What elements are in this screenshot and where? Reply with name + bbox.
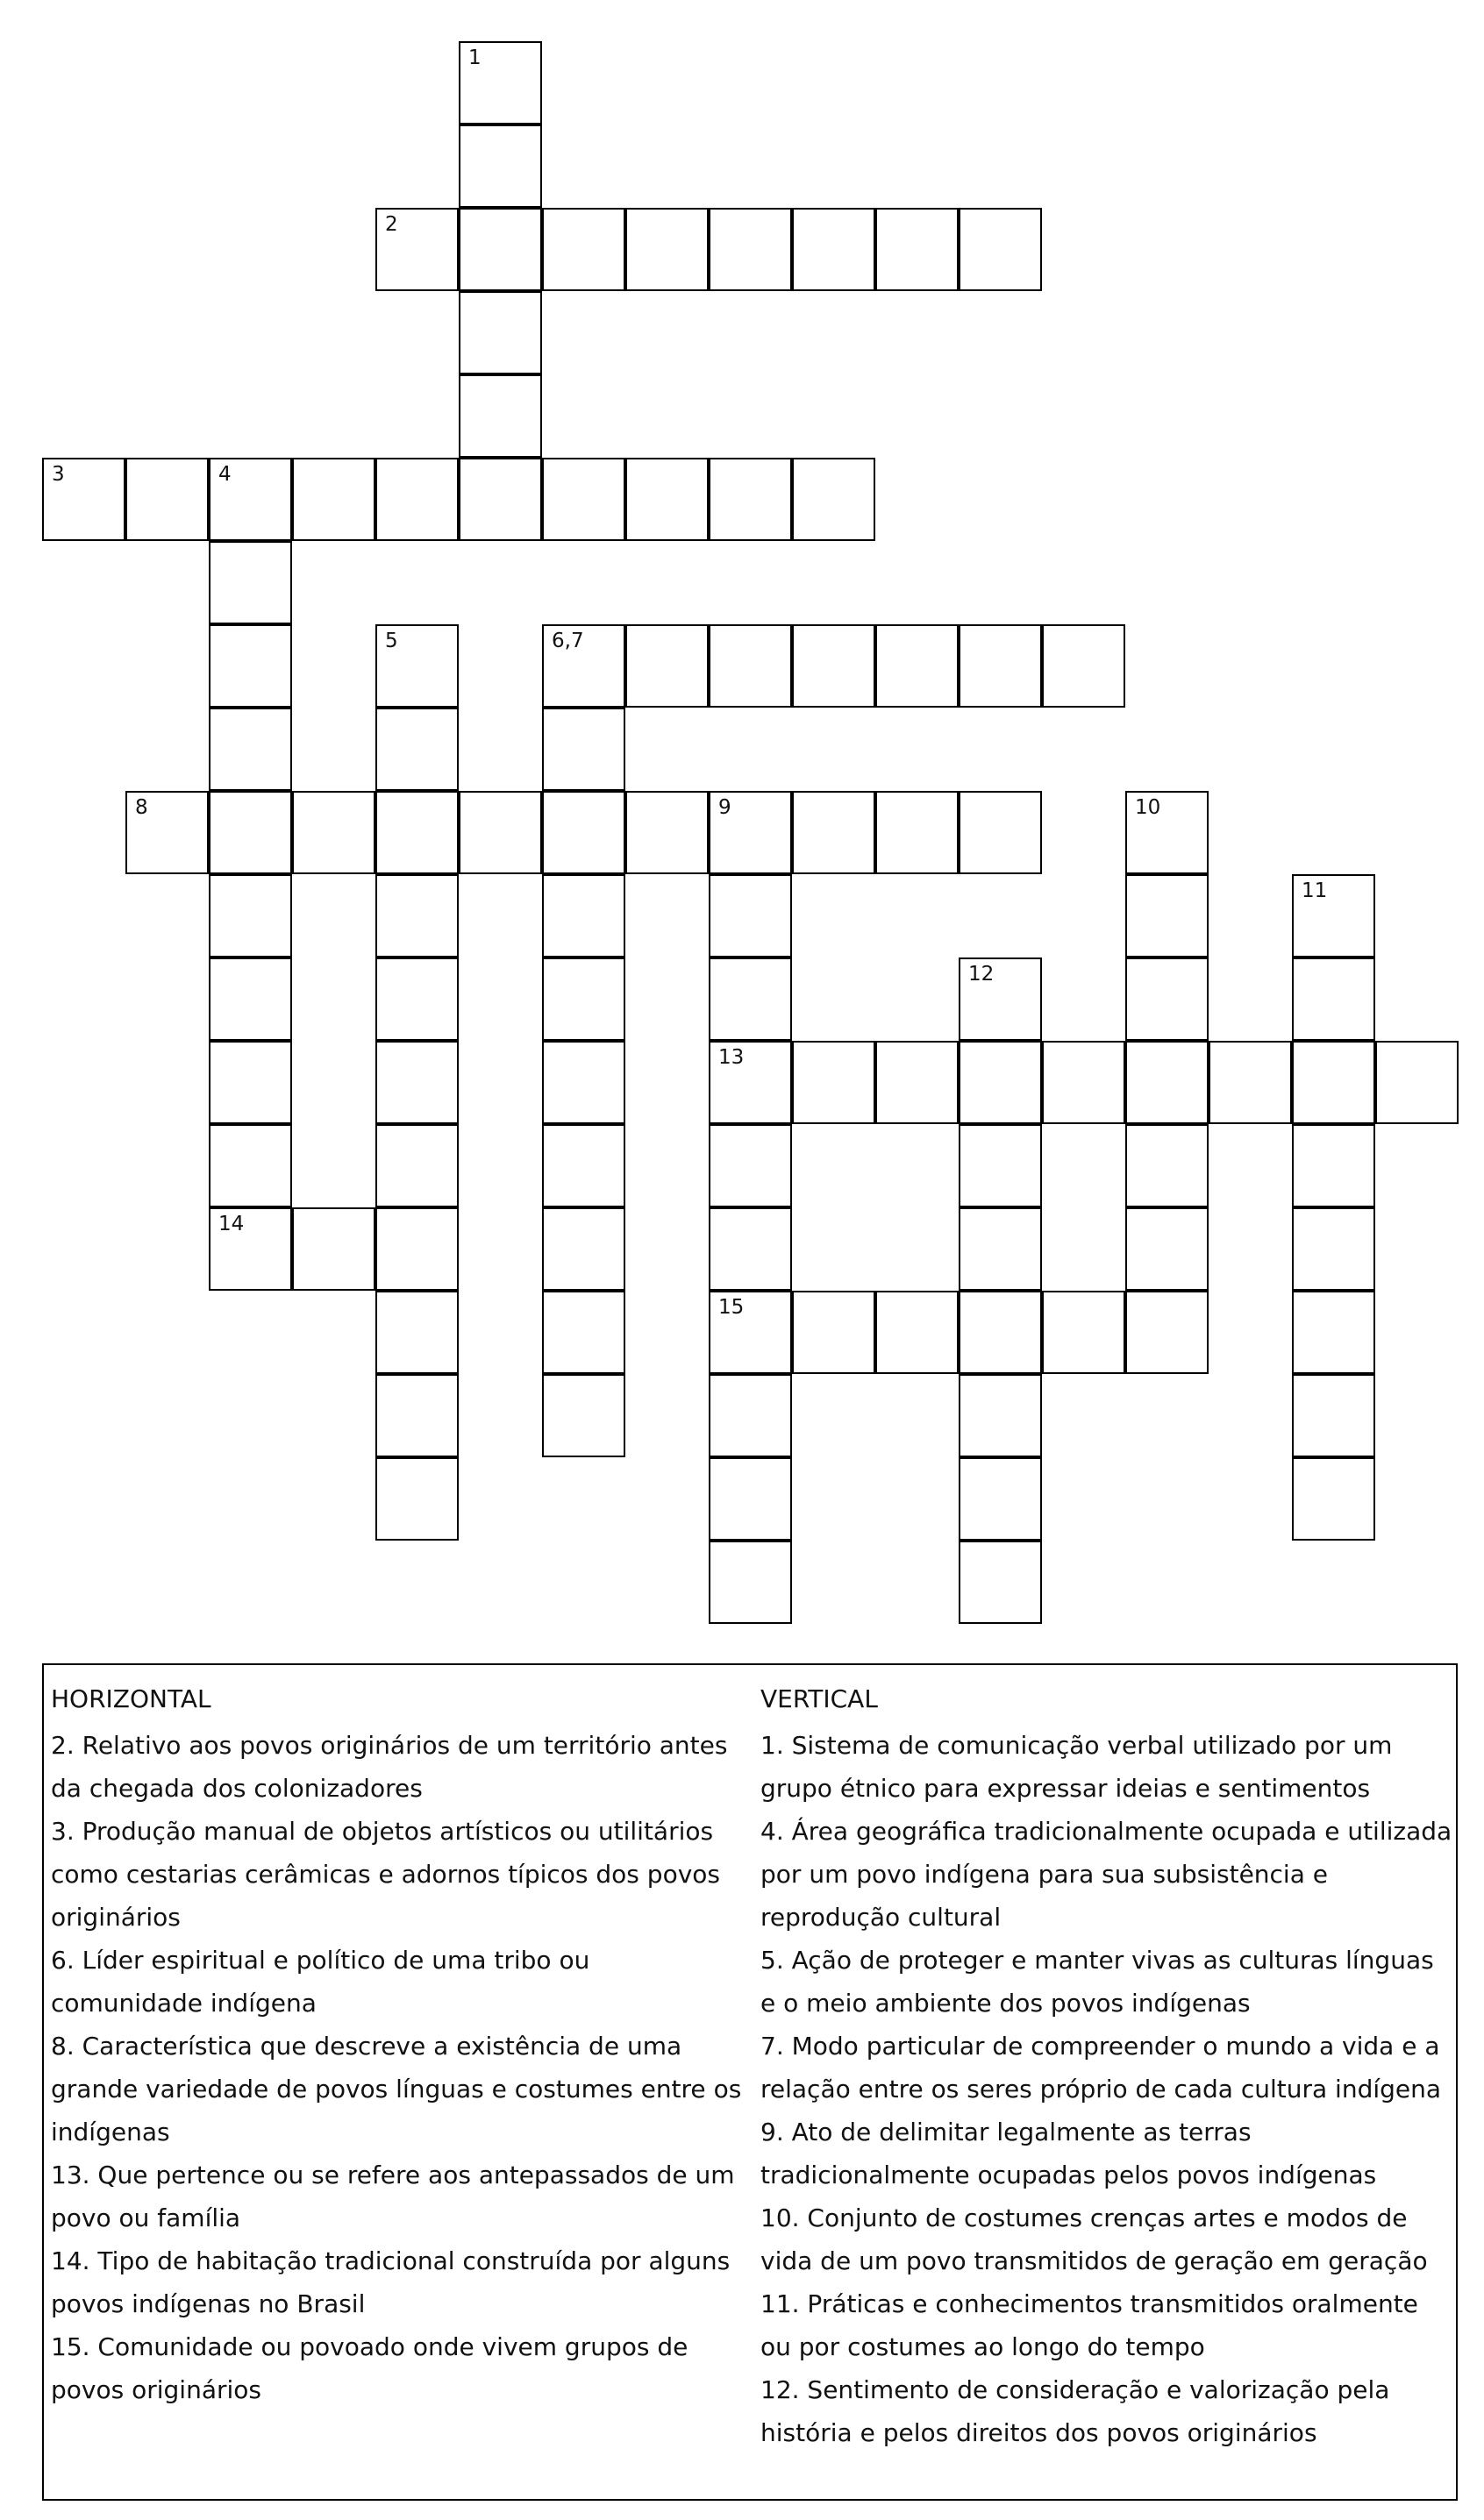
clue-vertical-5: 5. Ação de proteger e manter vivas as culturas línguas e o meio ambiente dos povos indígenas bbox=[760, 1946, 1434, 2018]
grid-cell[interactable] bbox=[459, 791, 542, 874]
grid-cell[interactable] bbox=[542, 957, 625, 1041]
grid-cell[interactable] bbox=[459, 41, 542, 125]
clue-number: 12 bbox=[968, 963, 995, 986]
grid-cell[interactable] bbox=[709, 458, 792, 541]
grid-cell[interactable] bbox=[959, 957, 1042, 1041]
grid-cell[interactable] bbox=[875, 624, 959, 708]
clue-number: 10 bbox=[1135, 796, 1161, 819]
grid-cell[interactable] bbox=[209, 1124, 292, 1207]
clue-horizontal-3: 3. Produção manual de objetos artísticos ou utilitários como cestarias cerâmicas e adornos típicos dos povos originários bbox=[51, 1817, 720, 1932]
grid-cell[interactable] bbox=[542, 458, 625, 541]
grid-cell[interactable] bbox=[459, 208, 542, 291]
grid-cell[interactable] bbox=[1042, 1291, 1125, 1374]
grid-cell[interactable] bbox=[709, 1541, 792, 1624]
clue-vertical-4: 4. Área geográfica tradicionalmente ocupada e utilizada por um povo indígena para sua subsistência e reprodução cultural bbox=[760, 1817, 1452, 1932]
grid-cell[interactable] bbox=[1125, 1291, 1209, 1374]
grid-cell[interactable] bbox=[459, 458, 542, 541]
grid-cell[interactable] bbox=[625, 208, 709, 291]
grid-cell[interactable] bbox=[709, 1374, 792, 1457]
grid-cell[interactable] bbox=[709, 208, 792, 291]
clue-number: 13 bbox=[718, 1046, 745, 1069]
grid-cell[interactable] bbox=[209, 791, 292, 874]
grid-cell[interactable] bbox=[292, 458, 375, 541]
grid-cell[interactable] bbox=[1125, 1207, 1209, 1291]
grid-cell[interactable] bbox=[959, 624, 1042, 708]
grid-cell[interactable] bbox=[209, 957, 292, 1041]
clue-vertical-12: 12. Sentimento de consideração e valorização pela história e pelos direitos dos povos originários bbox=[760, 2375, 1390, 2447]
grid-cell[interactable] bbox=[709, 957, 792, 1041]
grid-cell[interactable] bbox=[1292, 1291, 1375, 1374]
grid-cell[interactable] bbox=[459, 125, 542, 208]
grid-cell[interactable] bbox=[542, 208, 625, 291]
clue-horizontal-2: 2. Relativo aos povos originários de um território antes da chegada dos colonizadores bbox=[51, 1731, 728, 1803]
clue-horizontal-13: 13. Que pertence ou se refere aos antepassados de um povo ou família bbox=[51, 2161, 735, 2232]
grid-cell[interactable] bbox=[209, 874, 292, 957]
grid-cell[interactable] bbox=[209, 541, 292, 624]
grid-cell[interactable] bbox=[542, 1041, 625, 1124]
grid-cell[interactable] bbox=[709, 1207, 792, 1291]
grid-cell[interactable] bbox=[1292, 1457, 1375, 1541]
grid-cell[interactable] bbox=[292, 791, 375, 874]
grid-cell[interactable] bbox=[625, 791, 709, 874]
clue-horizontal-6: 6. Líder espiritual e político de uma tribo ou comunidade indígena bbox=[51, 1946, 590, 2018]
grid-cell[interactable] bbox=[292, 1207, 375, 1291]
grid-cell[interactable] bbox=[709, 1124, 792, 1207]
clue-vertical-1: 1. Sistema de comunicação verbal utilizado por um grupo étnico para expressar ideias e sentimentos bbox=[760, 1731, 1393, 1803]
clue-number: 1 bbox=[468, 46, 482, 69]
grid-cell[interactable] bbox=[709, 1457, 792, 1541]
grid-cell[interactable] bbox=[1292, 1041, 1375, 1124]
grid-cell[interactable] bbox=[1292, 1124, 1375, 1207]
grid-cell[interactable] bbox=[542, 1374, 625, 1457]
horizontal-title: HORIZONTAL bbox=[51, 1684, 211, 1713]
grid-cell[interactable] bbox=[542, 708, 625, 791]
grid-cell[interactable] bbox=[709, 874, 792, 957]
grid-cell[interactable] bbox=[959, 1291, 1042, 1374]
grid-cell[interactable] bbox=[209, 1041, 292, 1124]
grid-cell[interactable] bbox=[959, 208, 1042, 291]
grid-cell[interactable] bbox=[375, 1374, 459, 1457]
clue-vertical-7: 7. Modo particular de compreender o mundo a vida e a relação entre os seres próprio de cada cultura indígena bbox=[760, 2032, 1442, 2104]
grid-cell[interactable] bbox=[375, 1291, 459, 1374]
grid-cell[interactable] bbox=[625, 458, 709, 541]
grid-cell[interactable] bbox=[1292, 957, 1375, 1041]
grid-cell[interactable] bbox=[1125, 874, 1209, 957]
grid-cell[interactable] bbox=[375, 1207, 459, 1291]
grid-cell[interactable] bbox=[1375, 1041, 1459, 1124]
grid-cell[interactable] bbox=[42, 458, 125, 541]
grid-cell[interactable] bbox=[1042, 624, 1125, 708]
grid-cell[interactable] bbox=[542, 874, 625, 957]
clue-vertical-10: 10. Conjunto de costumes crenças artes e modos de vida de um povo transmitidos de geração em geração bbox=[760, 2203, 1428, 2275]
grid-cell[interactable] bbox=[542, 624, 625, 708]
grid-cell[interactable] bbox=[459, 374, 542, 458]
grid-cell[interactable] bbox=[709, 1041, 792, 1124]
grid-cell[interactable] bbox=[542, 1291, 625, 1374]
grid-cell[interactable] bbox=[375, 1124, 459, 1207]
clue-horizontal-15: 15. Comunidade ou povoado onde vivem grupos de povos originários bbox=[51, 2332, 688, 2404]
grid-cell[interactable] bbox=[1209, 1041, 1292, 1124]
grid-cell[interactable] bbox=[375, 874, 459, 957]
grid-cell[interactable] bbox=[959, 1541, 1042, 1624]
grid-cell[interactable] bbox=[1292, 1374, 1375, 1457]
clue-vertical-9: 9. Ato de delimitar legalmente as terras tradicionalmente ocupadas pelos povos indígenas bbox=[760, 2118, 1377, 2189]
clue-number: 6,7 bbox=[552, 630, 584, 652]
grid-cell[interactable] bbox=[792, 208, 875, 291]
clue-number: 14 bbox=[218, 1213, 245, 1235]
grid-cell[interactable] bbox=[542, 1207, 625, 1291]
grid-cell[interactable] bbox=[709, 1291, 792, 1374]
grid-cell[interactable] bbox=[792, 458, 875, 541]
grid-cell[interactable] bbox=[209, 708, 292, 791]
grid-cell[interactable] bbox=[125, 791, 209, 874]
grid-cell[interactable] bbox=[375, 1457, 459, 1541]
grid-cell[interactable] bbox=[709, 624, 792, 708]
grid-cell[interactable] bbox=[625, 624, 709, 708]
grid-cell[interactable] bbox=[375, 208, 459, 291]
vertical-clues bbox=[760, 1677, 1455, 2454]
grid-cell[interactable] bbox=[959, 791, 1042, 874]
grid-cell[interactable] bbox=[542, 791, 625, 874]
clue-number: 11 bbox=[1302, 879, 1328, 902]
grid-cell[interactable] bbox=[1125, 1124, 1209, 1207]
clues-box bbox=[42, 1663, 1458, 2501]
grid-cell[interactable] bbox=[875, 791, 959, 874]
grid-cell[interactable] bbox=[209, 624, 292, 708]
grid-cell[interactable] bbox=[209, 1207, 292, 1291]
clue-number: 5 bbox=[385, 630, 398, 652]
grid-cell[interactable] bbox=[875, 208, 959, 291]
clue-number: 15 bbox=[718, 1296, 745, 1319]
grid-cell[interactable] bbox=[375, 791, 459, 874]
grid-cell[interactable] bbox=[792, 1041, 875, 1124]
grid-cell[interactable] bbox=[709, 791, 792, 874]
clue-number: 2 bbox=[385, 213, 398, 236]
grid-cell[interactable] bbox=[125, 458, 209, 541]
grid-cell[interactable] bbox=[1292, 1207, 1375, 1291]
grid-cell[interactable] bbox=[875, 1041, 959, 1124]
grid-cell[interactable] bbox=[792, 624, 875, 708]
grid-cell[interactable] bbox=[1042, 1041, 1125, 1124]
clue-vertical-11: 11. Práticas e conhecimentos transmitidos oralmente ou por costumes ao longo do tempo bbox=[760, 2289, 1418, 2361]
grid-cell[interactable] bbox=[375, 624, 459, 708]
vertical-title: VERTICAL bbox=[760, 1684, 878, 1713]
grid-cell[interactable] bbox=[1125, 791, 1209, 874]
grid-cell[interactable] bbox=[1125, 957, 1209, 1041]
grid-cell[interactable] bbox=[875, 1291, 959, 1374]
grid-cell[interactable] bbox=[375, 1041, 459, 1124]
grid-cell[interactable] bbox=[209, 458, 292, 541]
clue-horizontal-14: 14. Tipo de habitação tradicional construída por alguns povos indígenas no Brasil bbox=[51, 2246, 731, 2318]
grid-cell[interactable] bbox=[1125, 1041, 1209, 1124]
clue-number: 8 bbox=[135, 796, 148, 819]
grid-cell[interactable] bbox=[375, 458, 459, 541]
grid-cell[interactable] bbox=[375, 708, 459, 791]
grid-cell[interactable] bbox=[542, 1124, 625, 1207]
grid-cell[interactable] bbox=[959, 1041, 1042, 1124]
clue-number: 4 bbox=[218, 463, 232, 486]
clue-horizontal-8: 8. Característica que descreve a existência de uma grande variedade de povos línguas e costumes entre os indígenas bbox=[51, 2032, 742, 2146]
horizontal-clues bbox=[51, 1677, 746, 2411]
grid-cell[interactable] bbox=[959, 1457, 1042, 1541]
grid-cell[interactable] bbox=[792, 1291, 875, 1374]
grid-cell[interactable] bbox=[459, 291, 542, 374]
grid-cell[interactable] bbox=[959, 1207, 1042, 1291]
grid-cell[interactable] bbox=[792, 791, 875, 874]
clue-number: 3 bbox=[52, 463, 65, 486]
grid-cell[interactable] bbox=[959, 1374, 1042, 1457]
grid-cell[interactable] bbox=[959, 1124, 1042, 1207]
clue-number: 9 bbox=[718, 796, 731, 819]
grid-cell[interactable] bbox=[1292, 874, 1375, 957]
grid-cell[interactable] bbox=[375, 957, 459, 1041]
